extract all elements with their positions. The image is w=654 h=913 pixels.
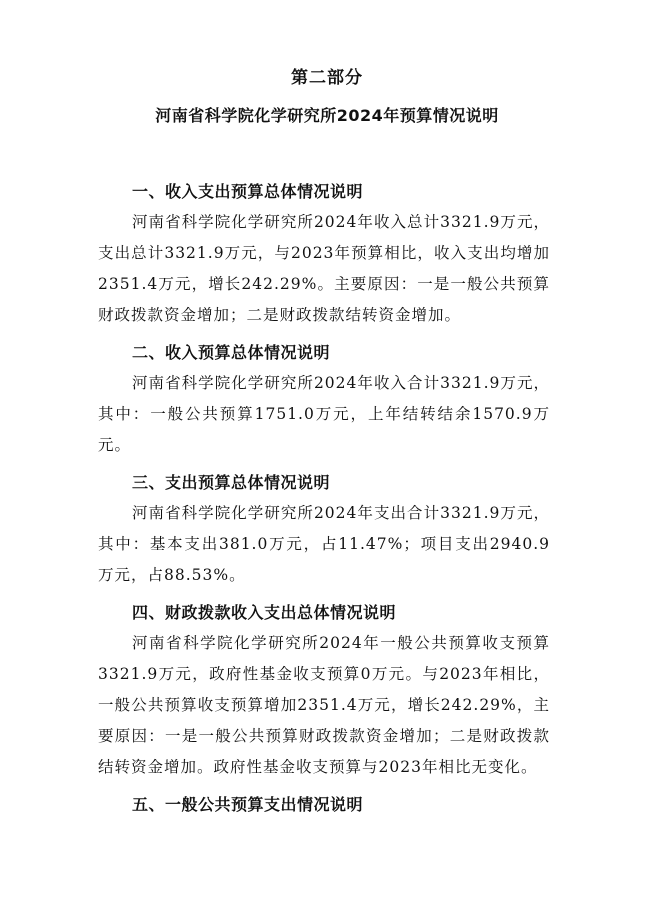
document-title: 河南省科学院化学研究所2024年预算情况说明 — [155, 106, 499, 125]
section-heading: 二、收入预算总体情况说明 — [132, 343, 331, 362]
section-heading: 一、收入支出预算总体情况说明 — [132, 182, 364, 201]
section-paragraph: 河南省科学院化学研究所2024年收入总计3321.9万元，支出总计3321.9万元，与2023年预算相比，收入支出均增加2351.4万元，增长242.29%。主要原因：一是一般公共预算财政拨款资金增加；二是财政拨款结转资金增加。 — [98, 213, 550, 324]
document-body — [98, 176, 550, 820]
section-income-expenditure-overview — [98, 176, 550, 331]
section-paragraph: 河南省科学院化学研究所2024年支出合计3321.9万元，其中：基本支出381.0万元，占11.47%；项目支出2940.9万元，占88.53%。 — [98, 504, 550, 584]
section-heading: 五、一般公共预算支出情况说明 — [132, 795, 364, 814]
section-paragraph: 河南省科学院化学研究所2024年一般公共预算收支预算3321.9万元，政府性基金收支预算0万元。与2023年相比，一般公共预算收支预算增加2351.4万元，增长242.29%，主要原因：一是一般公共预算财政拨款资金增加；二是财政拨款结转资金增加。政府性基金收支预算与2023年相比无变化。 — [98, 634, 550, 776]
section-general-public-budget — [98, 789, 550, 820]
section-expenditure-overview — [98, 467, 550, 591]
section-heading: 四、财政拨款收入支出总体情况说明 — [132, 603, 397, 622]
section-income-overview — [98, 337, 550, 461]
part-title: 第二部分 — [291, 68, 363, 88]
section-paragraph: 河南省科学院化学研究所2024年收入合计3321.9万元，其中：一般公共预算1751.0万元，上年结转结余1570.9万元。 — [98, 374, 550, 454]
section-heading: 三、支出预算总体情况说明 — [132, 473, 331, 492]
section-fiscal-allocation-overview — [98, 597, 550, 783]
